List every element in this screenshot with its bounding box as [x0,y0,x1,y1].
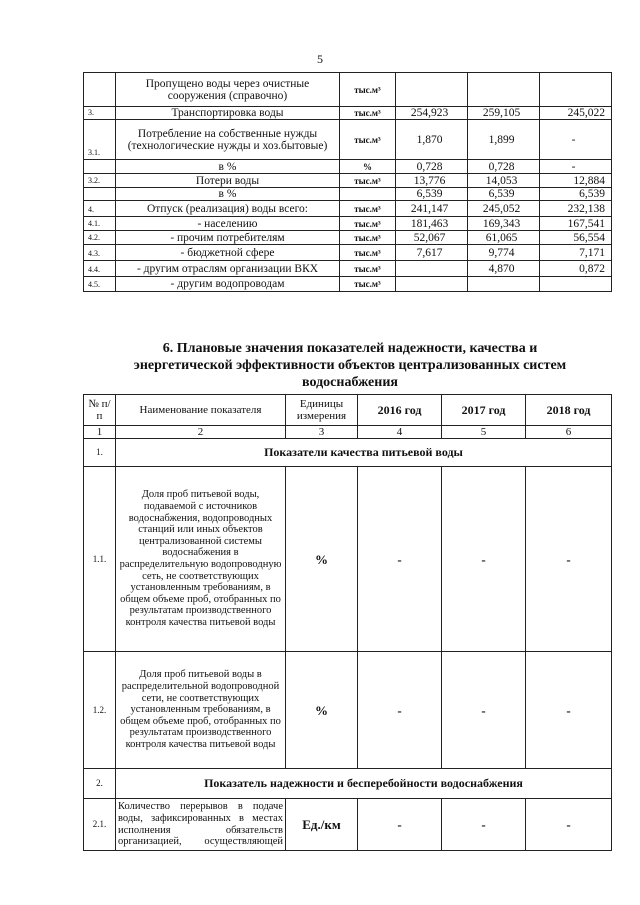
colnum-5: 5 [442,426,526,439]
row-1-2-desc: Доля проб питьевой воды в распределительной водопроводной сети, не соответствующих установленным требованиям, в общем объеме проб, отобранных по результатам производственного контроля качества питьевой воды [116,652,286,769]
row-unit: тыс.м³ [340,245,396,261]
row-number: 4.2. [84,231,116,245]
value-2017: 14,053 [468,174,540,188]
row-number: 3. [84,107,116,120]
row-1-1-num: 1.1. [84,467,116,652]
row-unit: тыс.м³ [340,120,396,160]
row-unit: % [340,160,396,174]
value-2016: 13,776 [396,174,468,188]
row-name: Транспортировка воды [116,107,340,120]
row-unit: тыс.м³ [340,201,396,217]
section-6-title [90,340,610,391]
value-2017 [468,73,540,107]
section-2-num: 2. [84,769,116,799]
row-name: - другим отраслям организации ВКХ [116,261,340,277]
value-2016: 1,870 [396,120,468,160]
value-2016: 181,463 [396,217,468,231]
value-2018: 0,872 [540,261,612,277]
section-row-1 [84,439,612,467]
row-name: Потребление на собственные нужды (технологические нужды и хоз.бытовые) [116,120,340,160]
header-2017: 2017 год [442,395,526,426]
value-2017: 4,870 [468,261,540,277]
section-1-num: 1. [84,439,116,467]
value-2018: - [540,160,612,174]
table-row [84,277,612,292]
header-row [84,395,612,426]
row-name: в % [116,160,340,174]
colnum-6: 6 [526,426,612,439]
row-1-1-2018: - [526,467,612,652]
row-1-1-2016: - [358,467,442,652]
table-row [84,467,612,652]
header-unit: Единицы измерения [286,395,358,426]
value-2017: 259,105 [468,107,540,120]
row-name: Отпуск (реализация) воды всего: [116,201,340,217]
row-1-2-num: 1.2. [84,652,116,769]
row-number: 4.4. [84,261,116,277]
table-row [84,73,612,107]
colnum-4: 4 [358,426,442,439]
header-num: № п/п [84,395,116,426]
colnum-1: 1 [84,426,116,439]
row-unit: тыс.м³ [340,107,396,120]
value-2018: 12,884 [540,174,612,188]
row-number: 4. [84,201,116,217]
row-name: - прочим потребителям [116,231,340,245]
value-2016: 7,617 [396,245,468,261]
row-1-1-2017: - [442,467,526,652]
value-2018: 245,022 [540,107,612,120]
header-2018: 2018 год [526,395,612,426]
row-number: 3.1. [84,120,116,160]
table-row [84,107,612,120]
value-2018: 7,171 [540,245,612,261]
row-name: - населению [116,217,340,231]
row-number [84,160,116,174]
value-2017: 169,343 [468,217,540,231]
page-number: 5 [317,52,323,66]
row-1-2-2017: - [442,652,526,769]
value-2018: 6,539 [540,188,612,201]
colnum-3: 3 [286,426,358,439]
row-unit: тыс.м³ [340,231,396,245]
value-2016: 6,539 [396,188,468,201]
table-row [84,120,612,160]
section-1-title: Показатели качества питьевой воды [116,439,612,467]
row-2-1-desc: Количество перерывов в подаче воды, зафиксированных в местах исполнения обязательств организацией, осуществляющей [116,799,286,851]
row-1-2-2018: - [526,652,612,769]
table-row [84,799,612,851]
row-unit [340,188,396,201]
row-unit: тыс.м³ [340,174,396,188]
row-2-1-2018: - [526,799,612,851]
row-unit: тыс.м³ [340,261,396,277]
value-2018: 167,541 [540,217,612,231]
value-2016 [396,261,468,277]
row-number [84,188,116,201]
row-1-1-desc: Доля проб питьевой воды, подаваемой с источников водоснабжения, водопроводных станций или иных объектов централизованной системы водоснабжения в распределительную водопроводную сеть, не соответствующих установленным требованиям, в общем объеме проб, отобранных по результатам производственного контроля качества питьевой воды [116,467,286,652]
row-name: - бюджетной сфере [116,245,340,261]
row-2-1-2017: - [442,799,526,851]
row-name: Пропущено воды через очистные сооружения (справочно) [116,73,340,107]
section-6-title-line1: 6. Плановые значения показателей надежности, качества и [162,341,538,356]
value-2018 [540,277,612,292]
table-row [84,652,612,769]
row-name: Потери воды [116,174,340,188]
table-row [84,231,612,245]
indicators-table [83,394,612,851]
water-balance-table [83,72,612,292]
row-number [84,73,116,107]
row-1-2-unit: % [286,652,358,769]
table-row [84,188,612,201]
row-name: - другим водопроводам [116,277,340,292]
row-1-1-unit: % [286,467,358,652]
row-unit: тыс.м³ [340,277,396,292]
value-2017: 61,065 [468,231,540,245]
row-unit: тыс.м³ [340,217,396,231]
value-2018: 56,554 [540,231,612,245]
value-2016: 52,067 [396,231,468,245]
row-number: 4.1. [84,217,116,231]
row-unit: тыс.м³ [340,73,396,107]
value-2017: 6,539 [468,188,540,201]
row-number: 3.2. [84,174,116,188]
row-1-2-2016: - [358,652,442,769]
column-number-row [84,426,612,439]
value-2016 [396,73,468,107]
value-2017: 1,899 [468,120,540,160]
value-2018: - [540,120,612,160]
header-name: Наименование показателя [116,395,286,426]
table-row [84,201,612,217]
table-row [84,160,612,174]
section-6-title-line3: водоснабжения [302,375,398,390]
row-2-1-unit: Ед./км [286,799,358,851]
value-2017: 245,052 [468,201,540,217]
value-2018: 232,138 [540,201,612,217]
row-name: в % [116,188,340,201]
value-2016: 241,147 [396,201,468,217]
value-2018 [540,73,612,107]
section-6-title-line2: энергетической эффективности объектов централизованных систем [133,358,567,373]
table-row [84,217,612,231]
colnum-2: 2 [116,426,286,439]
section-2-title: Показатель надежности и бесперебойности водоснабжения [116,769,612,799]
value-2016 [396,277,468,292]
value-2017: 0,728 [468,160,540,174]
value-2017 [468,277,540,292]
row-2-1-num: 2.1. [84,799,116,851]
row-number: 4.3. [84,245,116,261]
table-row [84,174,612,188]
row-2-1-2016: - [358,799,442,851]
section-row-2 [84,769,612,799]
table-row [84,261,612,277]
table-row [84,245,612,261]
row-number: 4.5. [84,277,116,292]
value-2016: 254,923 [396,107,468,120]
header-2016: 2016 год [358,395,442,426]
value-2016: 0,728 [396,160,468,174]
value-2017: 9,774 [468,245,540,261]
